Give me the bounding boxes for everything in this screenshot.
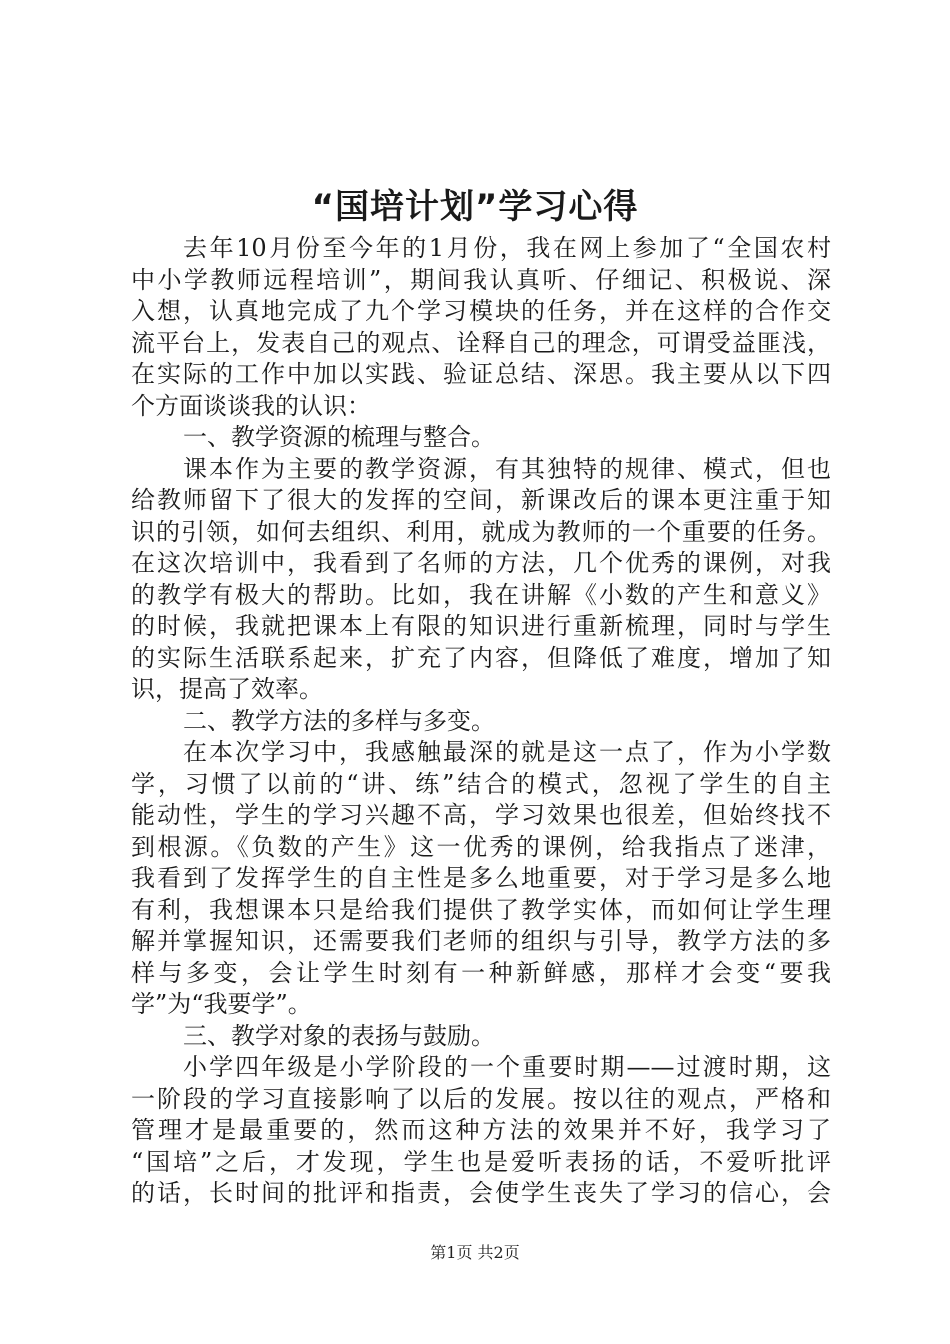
body-line: 去年10月份至今年的1月份，我在网上参加了“全国农村 — [183, 234, 831, 262]
body-line: 样与多变，会让学生时刻有一种新鲜感，那样才会变“要我 — [131, 958, 831, 987]
page-number-footer: 第1页 共2页 — [430, 1243, 520, 1262]
body-line: 流平台上，发表自己的观点、诠释自己的理念，可谓受益匪浅， — [131, 328, 831, 357]
body-line: 管理才是最重要的，然而这种方法的效果并不好，我学习了 — [131, 1116, 831, 1144]
body-line: 的时候，我就把课本上有限的知识进行重新梳理，同时与学生 — [131, 612, 831, 640]
document-body — [131, 233, 831, 1210]
body-line: 一阶段的学习直接影响了以后的发展。按以往的观点，严格和 — [131, 1084, 831, 1113]
section-heading: 三、教学对象的表扬与鼓励。 — [183, 1021, 495, 1050]
body-line: 入想，认真地完成了九个学习模块的任务，并在这样的合作交 — [131, 297, 831, 325]
body-line: 的实际生活联系起来，扩充了内容，但降低了难度，增加了知 — [131, 643, 831, 672]
body-line: 在这次培训中，我看到了名师的方法，几个优秀的课例，对我 — [131, 549, 831, 577]
body-line: 解并掌握知识，还需要我们老师的组织与引导，教学方法的多 — [131, 927, 831, 955]
body-line: 识，提高了效率。 — [131, 675, 323, 703]
body-line: 的教学有极大的帮助。比如，我在讲解《小数的产生和意义》 — [131, 580, 831, 609]
body-line: 课本作为主要的教学资源，有其独特的规律、模式，但也 — [183, 454, 831, 483]
body-line: 我看到了发挥学生的自主性是多么地重要，对于学习是多么地 — [131, 864, 831, 892]
section-heading: 一、教学资源的梳理与整合。 — [183, 423, 495, 451]
body-line: 能动性，学生的学习兴趣不高，学习效果也很差，但始终找不 — [131, 801, 831, 829]
body-line: “国培”之后，才发现，学生也是爱听表扬的话，不爱听批评 — [131, 1147, 831, 1176]
body-line: 中小学教师远程培训”，期间我认真听、仔细记、积极说、深 — [131, 265, 831, 294]
document-title: “国培计划”学习心得 — [311, 187, 639, 227]
body-line: 个方面谈谈我的认识： — [131, 391, 371, 420]
body-line: 给教师留下了很大的发挥的空间，新课改后的课本更注重于知 — [131, 486, 831, 514]
body-line: 有利，我想课本只是给我们提供了教学实体，而如何让学生理 — [131, 895, 831, 924]
section-heading: 二、教学方法的多样与多变。 — [183, 706, 495, 735]
body-line: 在实际的工作中加以实践、验证总结、深思。我主要从以下四 — [131, 360, 831, 388]
body-line: 在本次学习中，我感触最深的就是这一点了，作为小学数 — [183, 738, 831, 766]
body-line: 学，习惯了以前的“讲、练”结合的模式，忽视了学生的自主 — [131, 769, 831, 798]
body-line: 的话，长时间的批评和指责，会使学生丧失了学习的信心，会 — [131, 1179, 831, 1207]
body-line: 到根源。《负数的产生》这一优秀的课例，给我指点了迷津， — [131, 832, 831, 861]
body-line: 识的引领，如何去组织、利用，就成为教师的一个重要的任务。 — [131, 517, 831, 546]
body-line: 学”为“我要学”。 — [131, 990, 312, 1018]
body-line: 小学四年级是小学阶段的一个重要时期——过渡时期，这 — [183, 1053, 831, 1081]
